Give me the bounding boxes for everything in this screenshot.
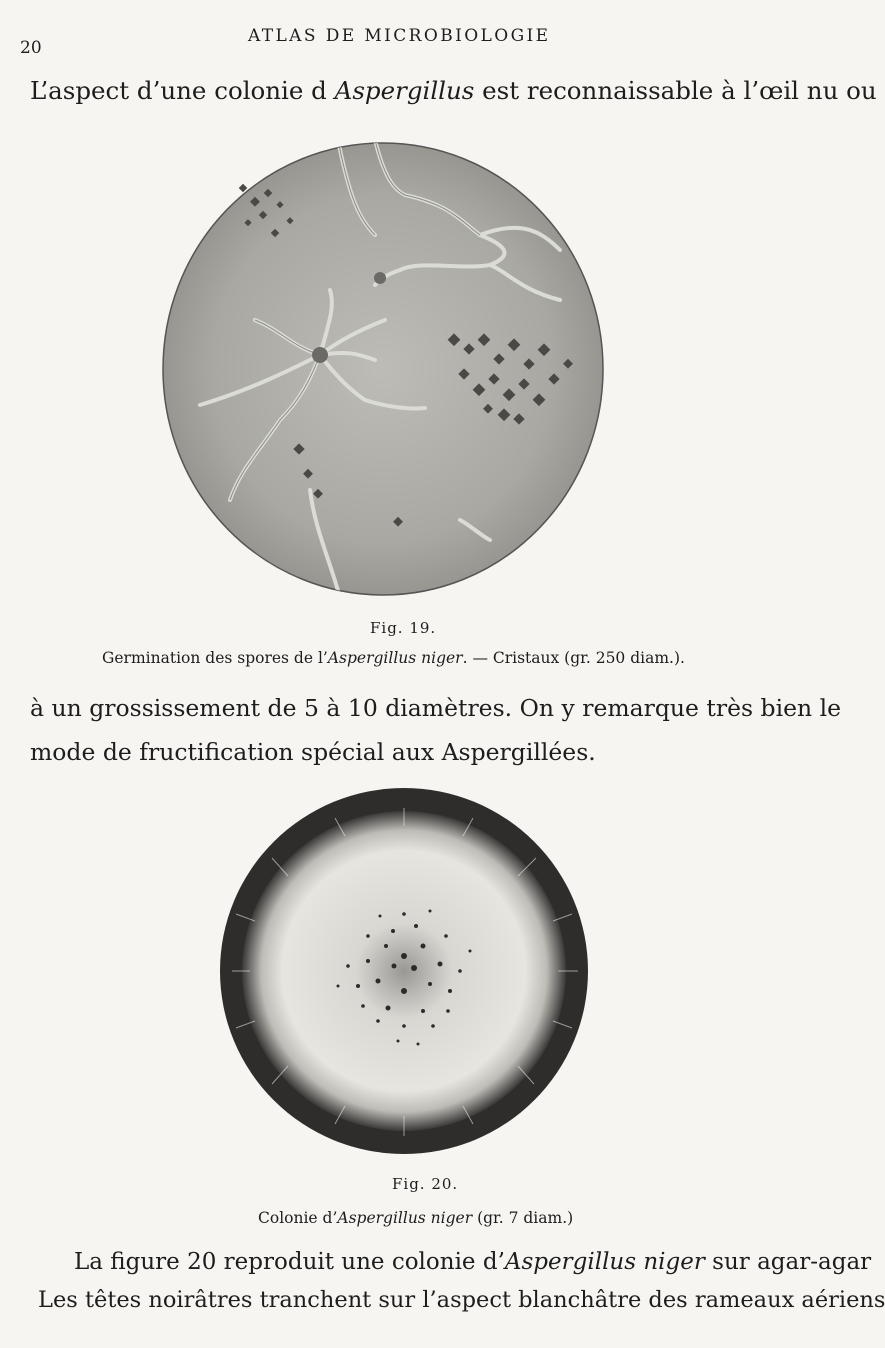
text-line-bottom-1-end: sur agar-agar bbox=[704, 1249, 872, 1275]
text-line-middle-1: à un grossissement de 5 à 10 diamètres. On y remarque très bien le bbox=[30, 694, 842, 722]
figure-19-label: Fig. 19. bbox=[370, 619, 437, 637]
figure-20-caption bbox=[258, 1209, 573, 1227]
figure-20-label: Fig. 20. bbox=[392, 1175, 459, 1193]
text-line-top-end: est reconnaissable à l’œil nu ou bbox=[474, 76, 877, 105]
text-line-top-italic: Aspergillus bbox=[334, 76, 475, 105]
text-line-bottom-2: Les têtes noirâtres tranchent sur l’aspect blanchâtre des rameaux aériens bbox=[38, 1287, 885, 1313]
text-line-bottom-1-start: La figure 20 reproduit une colonie d’ bbox=[74, 1249, 505, 1275]
figure-19-caption-start: Germination des spores de l’ bbox=[102, 649, 328, 667]
figure-20-colony bbox=[218, 786, 590, 1156]
figure-19-caption-end: . — Cristaux (gr. 250 diam.). bbox=[462, 649, 685, 667]
text-line-bottom-1 bbox=[74, 1249, 871, 1275]
figure-20-caption-italic: Aspergillus niger bbox=[337, 1209, 473, 1227]
text-line-middle-2: mode de fructification spécial aux Aspergillées. bbox=[30, 738, 596, 766]
text-line-bottom-1-italic: Aspergillus niger bbox=[504, 1249, 705, 1275]
figure-20-caption-end: (gr. 7 diam.) bbox=[472, 1209, 574, 1227]
figure-19-caption bbox=[102, 649, 685, 667]
page-number: 20 bbox=[20, 38, 42, 58]
figure-20-caption-start: Colonie d’ bbox=[258, 1209, 338, 1227]
figure-19-micrograph bbox=[160, 140, 606, 598]
running-title: ATLAS DE MICROBIOLOGIE bbox=[248, 26, 551, 46]
text-line-top-start: L’aspect d’une colonie d bbox=[30, 76, 335, 105]
text-line-top bbox=[30, 76, 877, 105]
figure-19-caption-italic: Aspergillus niger bbox=[327, 649, 463, 667]
